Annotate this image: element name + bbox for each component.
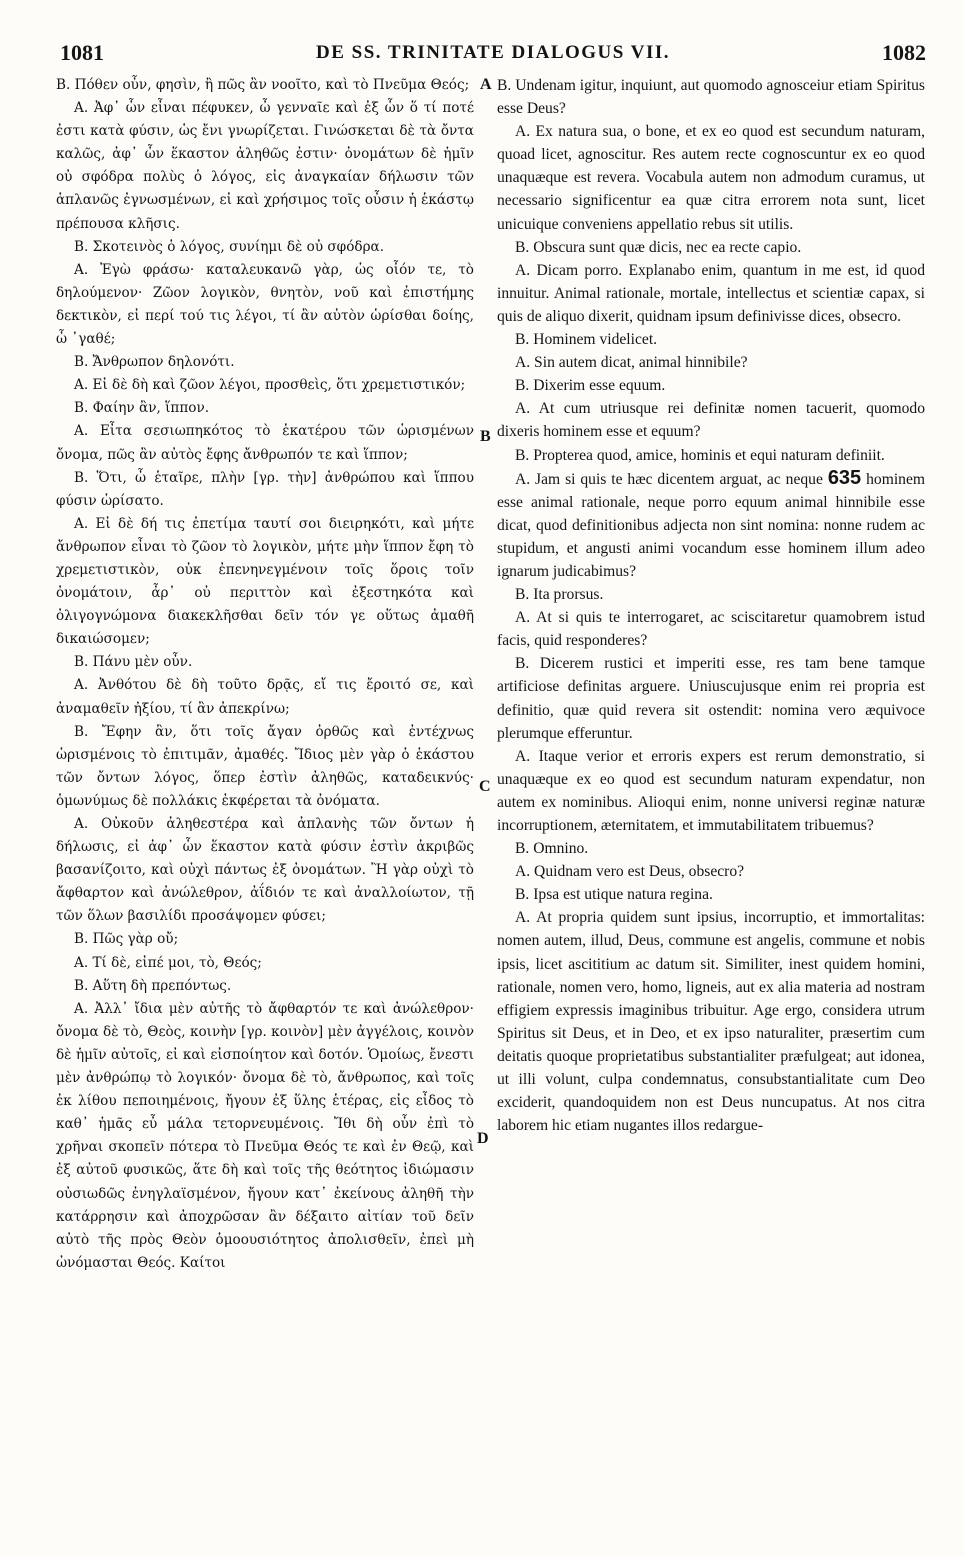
greek-paragraph: Α. Εἰ δὲ δὴ καὶ ζῶον λέγοι, προσθεὶς, ὅτι χρεμετιστικόν; <box>74 377 466 394</box>
column-number: 635 <box>827 466 862 489</box>
greek-paragraph: Α. Ἐγὼ φράσω· καταλευκανῶ γὰρ, ὡς οἷόν τε, τὸ δηλούμενον· Ζῶον λογικὸν, θνητὸν, νοῦ καὶ ἐπιστήμης δεκτικὸν, εἰ περί τού τις λέγοι, τί ἂν αὐτὸν ὡρίσθαι δοίης, ὦ ᾿γαθέ; <box>56 261 474 348</box>
section-marker-d: D <box>477 1130 489 1147</box>
section-marker-a: A <box>480 76 492 93</box>
latin-paragraph: A. Ex natura sua, o bone, et ex eo quod est secundum naturam, quoad licet, agnoscitur. Res autem recte cognoscuntur ex eo quod unaquæque est revera. Vocabula autem non admodum curamus, ut necessario significentur ea quæ citra errorem nota sunt, licet unicuique conveniens appellatio rebus sit utilis. <box>497 123 925 233</box>
latin-paragraph-start: A. Jam si quis te hæc dicentem arguat, ac neque <box>515 470 823 488</box>
page-number-right: 1082 <box>882 40 926 65</box>
latin-paragraph: B. Dicerem rustici et imperiti esse, res tam bene tamque artificiose definitas arguere. Uniuscujusque enim rei propria est definitio, quæ quid revera sit ostendit: nomina vero æquivoce plerumque efferuntur. <box>497 655 925 742</box>
greek-paragraph: Β. Πῶς γὰρ οὔ; <box>74 931 179 948</box>
greek-paragraph: Β. Ἄνθρωπον δηλονότι. <box>74 354 235 371</box>
latin-paragraph: B. Dixerim esse equum. <box>515 377 666 395</box>
greek-paragraph: Β. Ἔφην ἂν, ὅτι τοῖς ἄγαν ὀρθῶς καὶ ἐντέχνως ὡρισμένοις τὸ ἐπιτιμᾶν, ἀμαθές. Ἴδιος μὲν γὰρ ὁ ἑκάστου τῶν ὄντων λόγος, ὅπερ ἐστὶν ἀληθῶς, καταδεικνύς· ὁμωνύμως δὲ πολλάκις ἐκφέρεται τὰ ὀνόματα. <box>56 723 474 809</box>
latin-paragraph: B. Ipsa est utique natura regina. <box>515 886 713 904</box>
section-marker-c: C <box>479 778 491 795</box>
greek-paragraph: Β. Πόθεν οὖν, φησὶν, ἢ πῶς ἂν νοοῖτο, καὶ τὸ Πνεῦμα Θεός; <box>56 77 470 93</box>
latin-paragraph: A. Quidnam vero est Deus, obsecro? <box>515 863 745 881</box>
running-header <box>60 40 926 70</box>
greek-paragraph: Β. Ὅτι, ὦ ἑταῖρε, πλὴν [γρ. τὴν] ἀνθρώπου καὶ ἵππου φύσιν ὡρίσατο. <box>56 469 474 509</box>
latin-paragraph <box>497 467 925 583</box>
greek-paragraph: Α. Οὐκοῦν ἀληθεστέρα καὶ ἀπλανὴς τῶν ὄντων ἡ δήλωσις, εἰ ἀφ᾽ ὧν ἕκαστον κατὰ φύσιν ἐστὶν ἀκριβῶς βασανίζοιτο, καὶ οὐχὶ πάντως ἐξ ὀνομάτων. Ἢ γὰρ οὐχὶ τὸ ἄφθαρτον καὶ ἀνώλεθρον, ἀΐδιόν τε καὶ ἀναλλοίωτον, τῇ τῶν ὅλων βασιλίδι προσάψομεν φύσει; <box>56 816 474 925</box>
greek-paragraph: Β. Αὕτη δὴ πρεπόντως. <box>74 977 232 994</box>
greek-paragraph: Β. Σκοτεινὸς ὁ λόγος, συνίημι δὲ οὐ σφόδρα. <box>74 238 385 255</box>
latin-paragraph: B. Propterea quod, amice, hominis et equi naturam definiit. <box>515 446 885 464</box>
section-marker-b: B <box>480 428 491 445</box>
latin-paragraph: A. Itaque verior et erroris expers est rerum demonstratio, si unaquæque ex eo quod est secundum naturam expendatur, non autem ex nominibus. Alioqui enim, nonne universi reginæ naturæ incorruptionem, æternitatem, et immutabilitatem tribuemus? <box>497 747 925 834</box>
latin-paragraph: A. Sin autem dicat, animal hinnibile? <box>515 354 748 372</box>
latin-paragraph: B. Obscura sunt quæ dicis, nec ea recte capio. <box>515 238 802 256</box>
latin-paragraph: A. At propria quidem sunt ipsius, incorruptio, et immortalitas: nomen autem, illud, Deus, commune est angelis, commune et nobis ipsis, licet ascititium ac datum sit. Similiter, inest quidem homini, rationale, nomen vero, homo, ligneis, aut ex alia materia ad nostram effigiem expressis imaginibus tribuitur. Age ergo, considera utrum Spiritus sit Deus, et in Deo, et ex ipso naturaliter, præsertim cum deitatis quoque proprietatibus substantialiter præfulgeat; aut idonea, ut illi volunt, culpa condemnatus, consubstantialitate cum Deo exciderit, quandoquidem non est Deus nuncupatus. At nos citra laborem hic etiam nugantes illos redargue- <box>497 909 925 1135</box>
latin-paragraph: A. At cum utriusque rei definitæ nomen tacuerit, quomodo dixeris hominem esse et equum? <box>497 400 925 441</box>
latin-column <box>497 74 925 1524</box>
latin-paragraph: A. Dicam porro. Explanabo enim, quantum in me est, id quod innuitur. Animal rationale, mortale, intellectus et scientiæ capax, si quis de aliquo dixerit, quidnam ipsum definivisse dices, obsecro. <box>497 261 925 325</box>
greek-paragraph: Α. Ἀφ᾽ ὧν εἶναι πέφυκεν, ὦ γενναῖε καὶ ἐξ ὧν ὅ τί ποτέ ἐστι κατὰ φύσιν, ὡς ἔνι γνωρίζεται. Γινώσκεται δὲ τὰ ὄντα καλῶς, ἀφ᾽ ὧν ἕκαστον ἀληθῶς ἐστιν· ὀνομάτων δὲ ἡμῖν οὐ σφόδρα πολὺς ὁ λόγος, εἰς ἀναγκαίαν δήλωσιν τῶν ἁπλανῶς ἐγνωσμένων, εἰ καὶ χρήσιμος τοῖς οὖσιν ἡ ἑκάστῳ πρέπουσα κλῆσις. <box>56 100 474 232</box>
greek-column <box>56 74 474 1524</box>
latin-paragraph: B. Ita prorsus. <box>515 586 604 604</box>
greek-paragraph: Α. Ἀλλ᾽ ἴδια μὲν αὐτῆς τὸ ἄφθαρτόν τε καὶ ἀνώλεθρον· ὄνομα δὲ τὸ, Θεὸς, κοινὴν [γρ. κοινὸν] μὲν ἀγγέλοις, κοινὸν δὲ ἡμῖν αὐτοῖς, εἰ καὶ εἰσποίητον καὶ δοτόν. Ὁμοίως, ἔνεστι μὲν ἀνθρώπῳ τὸ λογικόν· ὄνομα δὲ τὸ, ἄνθρωπος, καὶ τοῖς ἐκ λίθου πεποιημένοις, ἤγουν ἐξ ὕλης ἑτέρας, εἰς εἶδος τὸ καθ᾽ ἡμᾶς εὖ μάλα τετορνευμένοις. Ἴθι δὴ οὖν ἐπὶ τὸ χρῆναι σκοπεῖν πότερα τὸ Πνεῦμα Θεός τε καὶ ἐν Θεῷ, καὶ ἐξ αὐτοῦ φυσικῶς, ἅτε δὴ καὶ τοῖς τῆς θεότητος ἰδιώμασιν οὐσιωδῶς ἐνηγλαϊσμένον, ἤγουν κατ᾽ ἐκείνους ἀληθῆ τὴν κατάρρησιν καὶ ἀποχρῶσαν ἂν δέξαιτο αἰτίαν τοῦ δεῖν αὐτὸ τῆς πρὸς Θεὸν ὁμοουσιότητος ἀπολισθεῖν, ἐπεὶ μὴ ὠνόμασται Θεός. Καίτοι <box>56 1000 474 1271</box>
page-number-left: 1081 <box>60 40 104 65</box>
greek-paragraph: Α. Τί δὲ, εἰπέ μοι, τὸ, Θεός; <box>74 954 262 971</box>
latin-paragraph: A. At si quis te interrogaret, ac sciscitaretur quamobrem istud facis, quid responderes? <box>497 609 925 650</box>
greek-paragraph: Β. Φαίην ἂν, ἵππον. <box>74 400 210 417</box>
latin-paragraph: B. Undenam igitur, inquiunt, aut quomodo agnosceiur etiam Spiritus esse Deus? <box>497 77 925 118</box>
greek-paragraph: Α. Ἀνθότου δὲ δὴ τοῦτο δρᾷς, εἴ τις ἔροιτό σε, καὶ ἀναμαθεῖν ἠξίου, τί ἂν ἀπεκρίνω; <box>56 677 474 717</box>
greek-paragraph: Α. Εἰ δὲ δή τις ἐπετίμα ταυτί σοι διειρηκότι, καὶ μήτε ἄνθρωπον εἶναι τὸ ζῶον τὸ λογικὸν, μήτε μὴν ἵππον ἔφη τὸ χρεμετιστικὸν, οὐκ ἐπενηνεγμένοιν τοῖς ὅροις τοῖν ὀνομάτοιν, ἆρ᾽ οὐ περιττὸν καὶ ἐξεστηκότα καὶ ὀλιγογνώμονα διακεκλῆσθαι δεῖν τόν γε οὕτως ἀμαθῆ δικαιώσομεν; <box>56 515 474 648</box>
latin-paragraph: B. Omnino. <box>515 840 589 858</box>
latin-paragraph-rest: hominem esse animal rationale, neque porro equum animal hinnibile esse dicat, quod definitionibus adjecta non sint nomina: nonne rudem ac stupidum, et angusti animi vocandum esse hominem illum adeo ignarum judicabimus? <box>497 470 925 580</box>
latin-paragraph: B. Hominem videlicet. <box>515 331 658 349</box>
running-title: DE SS. TRINITATE DIALOGUS VII. <box>315 42 671 63</box>
greek-paragraph: Α. Εἶτα σεσιωπηκότος τὸ ἑκατέρου τῶν ὡρισμένων ὄνομα, πῶς ἂν αὐτὸς ἔφης ἄνθρωπόν τε καὶ ἵππον; <box>56 423 474 463</box>
greek-paragraph: Β. Πάνυ μὲν οὖν. <box>74 654 193 671</box>
